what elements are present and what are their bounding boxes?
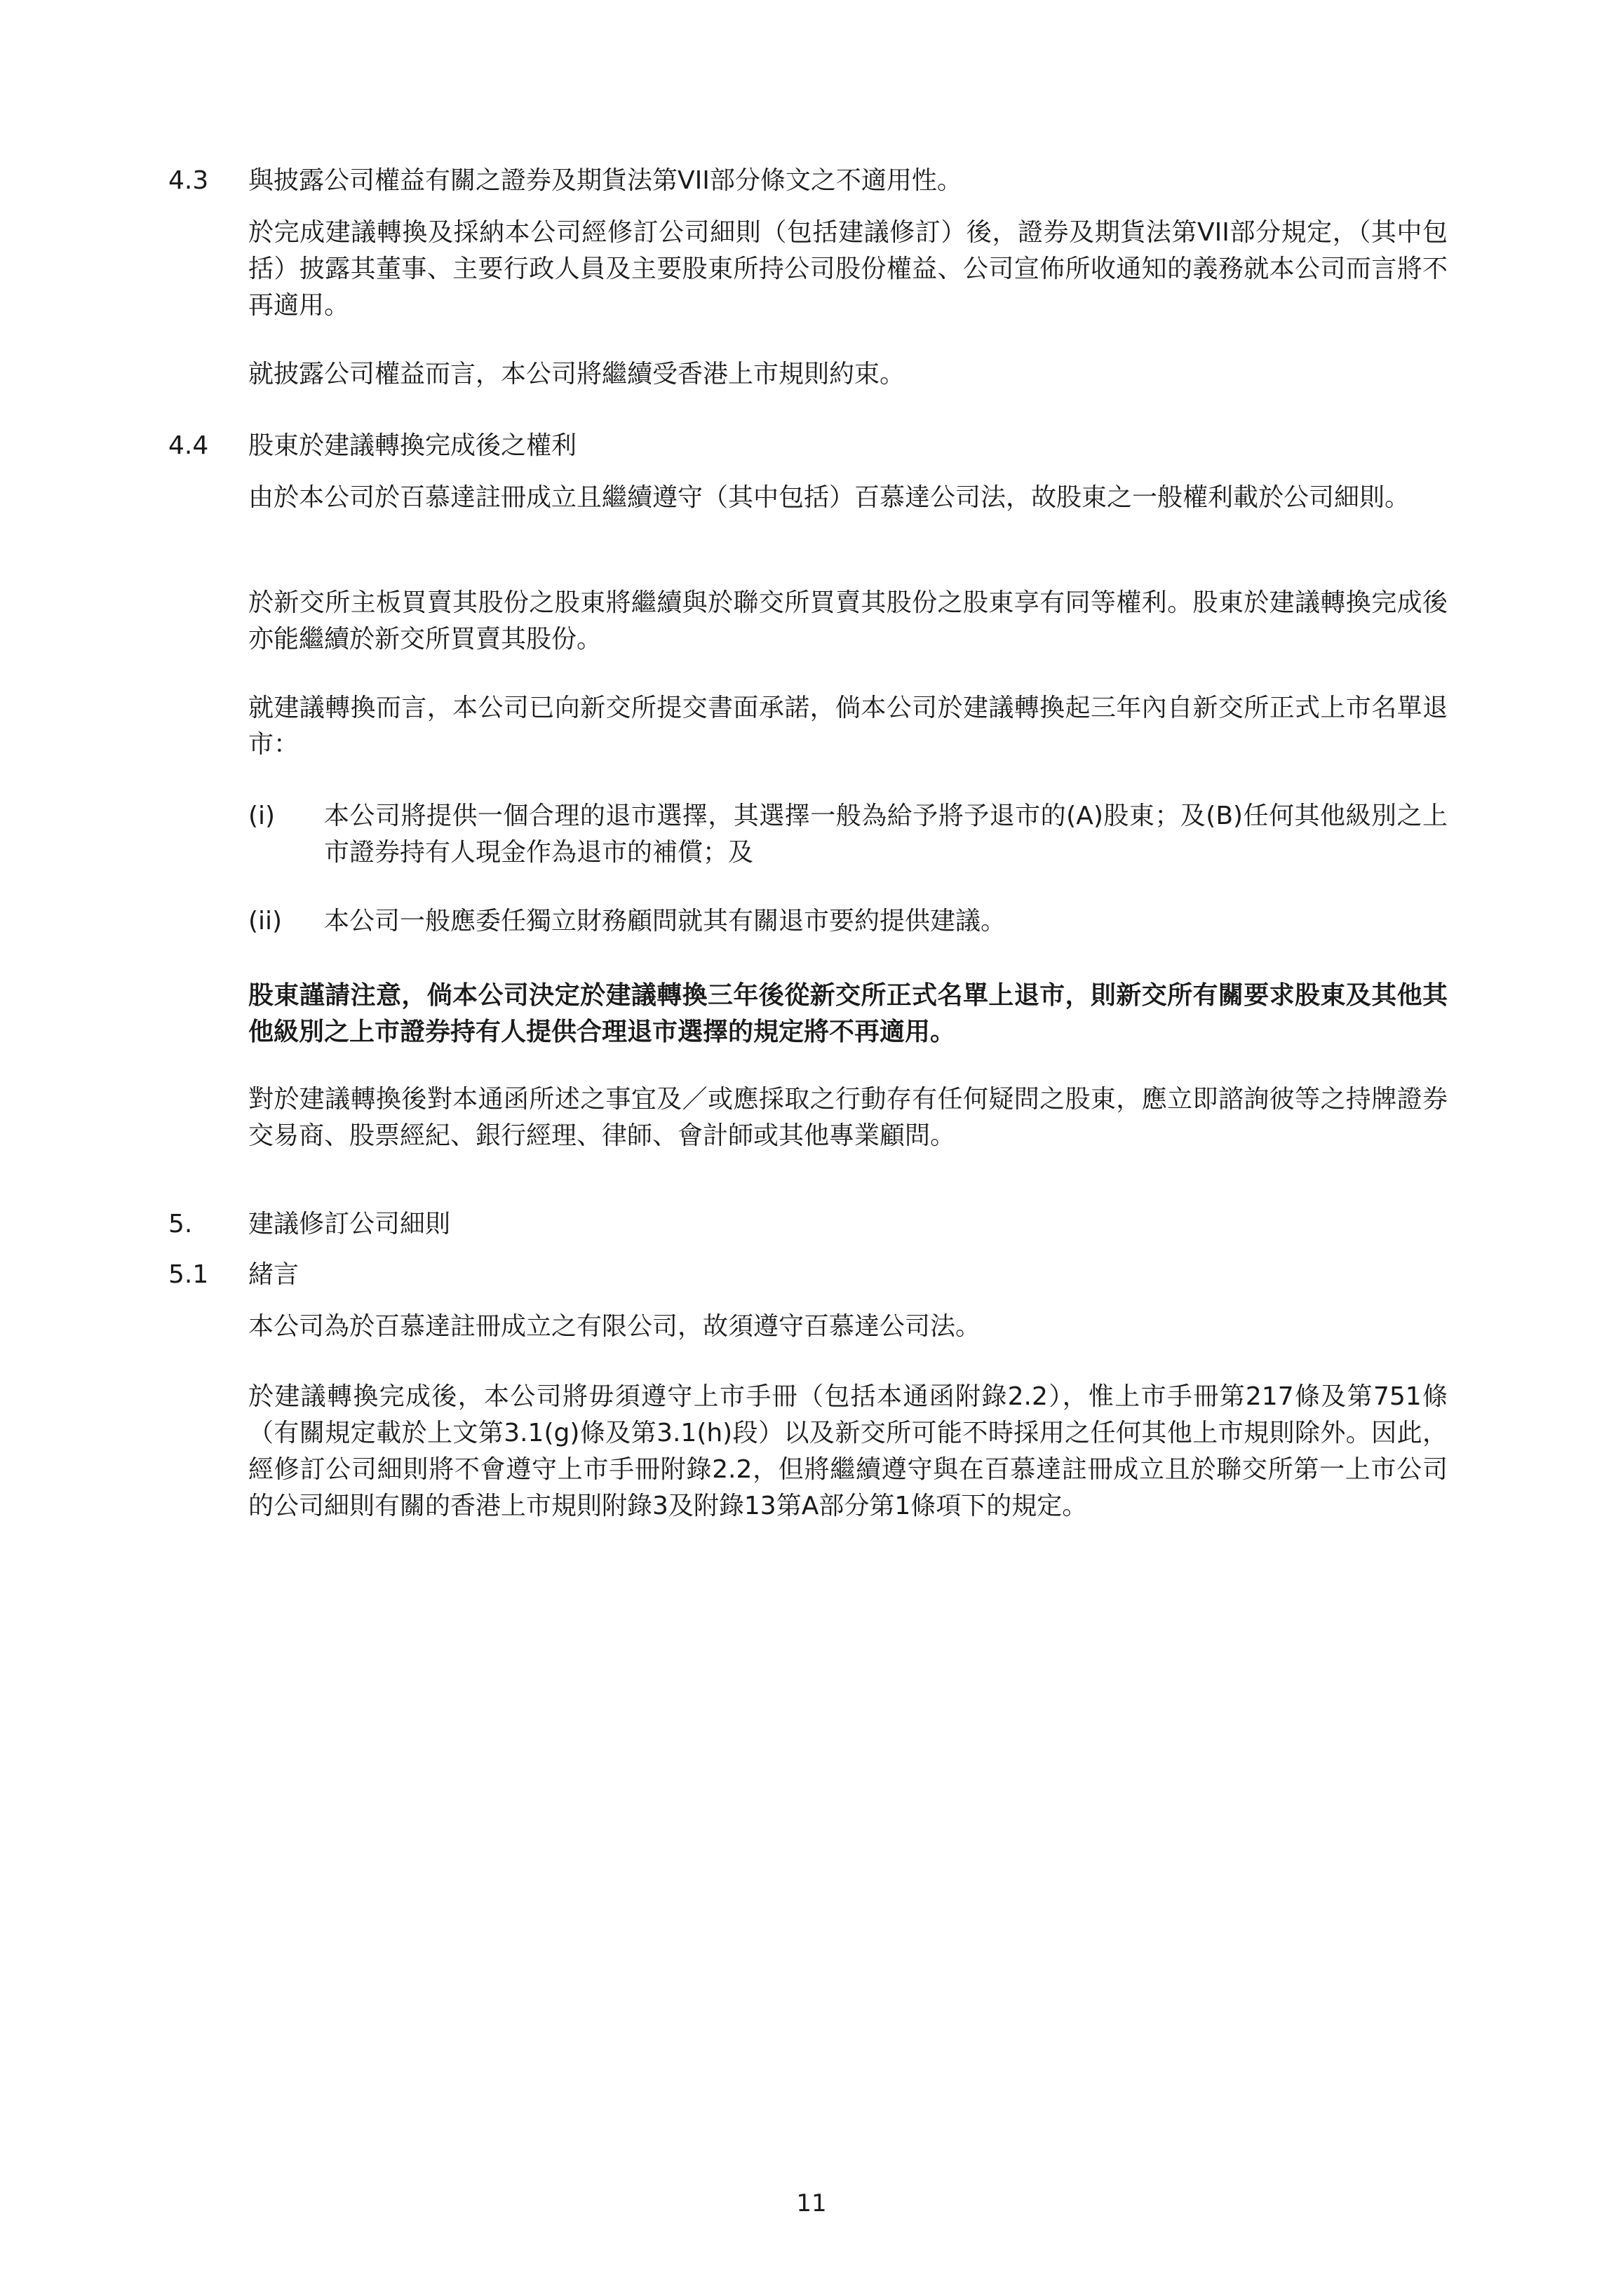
section-4-4-paragraph-2: 於新交所主板買賣其股份之股東將繼續與於聯交所買賣其股份之股東享有同等權利。股東於建議轉換完成後亦能繼續於新交所買賣其股份。 [248,588,1448,654]
section-5-1-paragraph-1: 本公司為於百慕達註冊成立之有限公司，故須遵守百慕達公司法。 [248,1312,981,1341]
section-4-3-paragraph-1: 於完成建議轉換及採納本公司經修訂公司細則（包括建議修訂）後，證券及期貨法第VII部分規定，（其中包括）披露其董事、主要行政人員及主要股東所持公司股份權益、公司宣佈所收通知的義務就本公司而言將不再適用。 [248,218,1448,320]
list-item-text: 本公司將提供一個合理的退市選擇，其選擇一般為給予將予退市的(A)股東；及(B)任何其他級別之上市證券持有人現金作為退市的補償；及 [324,802,1448,867]
list-item-label: (i) [248,802,276,830]
list-item-text: 本公司一般應委任獨立財務顧問就其有關退市要約提供建議。 [324,907,1006,936]
section-5-1-heading: 緒言 [248,1260,299,1289]
section-4-4-heading: 股東於建議轉換完成後之權利 [248,431,577,460]
section-5-1-paragraph-2: 於建議轉換完成後，本公司將毋須遵守上市手冊（包括本通函附錄2.2），惟上市手冊第217條及第751條（有關規定載於上文第3.1(g)條及第3.1(h)段）以及新交所可能不時採用之任何其他上市規則除外。因此，經修訂公司細則將不會遵守上市手冊附錄2.2，但將繼續遵守與在百慕達註冊成立且於聯交所第一上市公司的公司細則有關的香港上市規則附錄3及附錄13第A部分第1條項下的規定。 [248,1382,1448,1520]
section-4-3-paragraph-2: 就披露公司權益而言，本公司將繼續受香港上市規則約束。 [248,360,905,389]
section-5-heading: 建議修訂公司細則 [248,1210,451,1238]
shareholder-notice: 股東謹請注意，倘本公司決定於建議轉換三年後從新交所正式名單上退市，則新交所有關要求股東及其他其他級別之上市證券持有人提供合理退市選擇的規定將不再適用。 [248,981,1448,1046]
section-4-4-paragraph-3: 就建議轉換而言，本公司已向新交所提交書面承諾，倘本公司於建議轉換起三年內自新交所正式上市名單退市： [248,694,1448,759]
section-4-3-heading: 與披露公司權益有關之證券及期貨法第VII部分條文之不適用性。 [248,166,962,195]
page-number: 11 [796,2189,827,2217]
section-4-4-number: 4.4 [168,431,209,460]
section-5-1-number: 5.1 [168,1260,209,1289]
section-4-4-paragraph-4: 對於建議轉換後對本通函所述之事宜及／或應採取之行動存有任何疑問之股東，應立即諮詢彼等之持牌證券交易商、股票經紀、銀行經理、律師、會計師或其他專業顧問。 [248,1085,1448,1150]
section-4-3-number: 4.3 [168,166,209,195]
list-item-label: (ii) [248,907,283,936]
section-5-number: 5. [168,1210,193,1238]
section-4-4-paragraph-1: 由於本公司於百慕達註冊成立且繼續遵守（其中包括）百慕達公司法，故股東之一般權利載於公司細則。 [248,483,1410,512]
